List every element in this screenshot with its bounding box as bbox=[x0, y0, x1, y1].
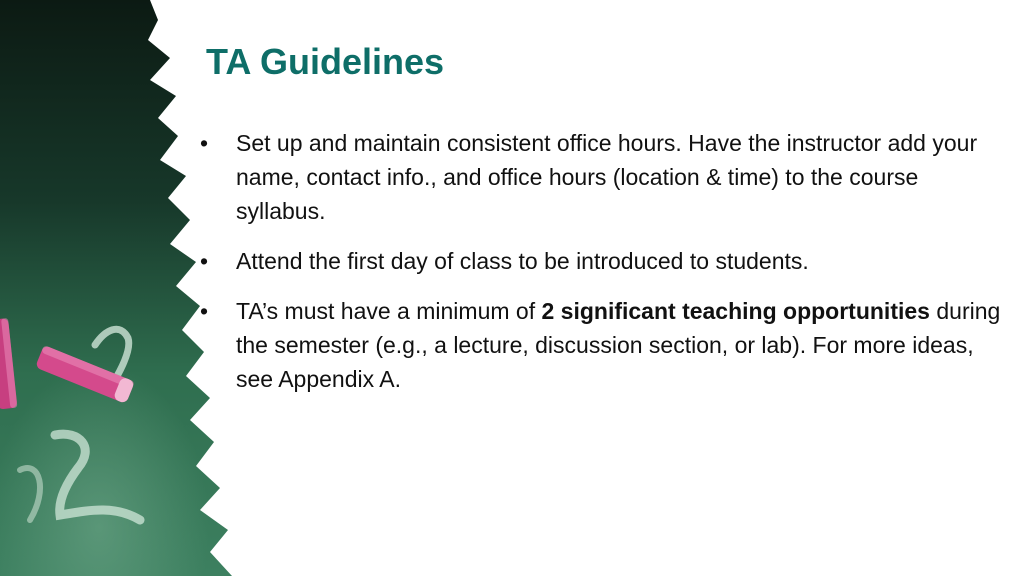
bullet-text-before: TA’s must have a minimum of bbox=[236, 298, 542, 324]
bullet-icon: • bbox=[200, 248, 209, 274]
bullet-icon: • bbox=[200, 298, 209, 324]
bullet-list bbox=[200, 126, 1010, 412]
list-item bbox=[200, 244, 1010, 278]
bullet-text: Attend the first day of class to be introduced to students. bbox=[236, 248, 809, 274]
list-item bbox=[200, 294, 1010, 396]
bullet-text-after: during the semester (e.g., a lecture, discussion section, or lab). For more ideas, see Appendix A. bbox=[236, 298, 1001, 392]
slide-title: TA Guidelines bbox=[206, 41, 445, 82]
bullet-icon: • bbox=[200, 130, 209, 156]
bullet-text-bold: 2 significant teaching opportunities bbox=[541, 298, 930, 324]
bullet-text: Set up and maintain consistent office hours. Have the instructor add your name, contact info., and office hours (location & time) to the course syllabus. bbox=[236, 130, 978, 224]
list-item bbox=[200, 126, 1010, 228]
